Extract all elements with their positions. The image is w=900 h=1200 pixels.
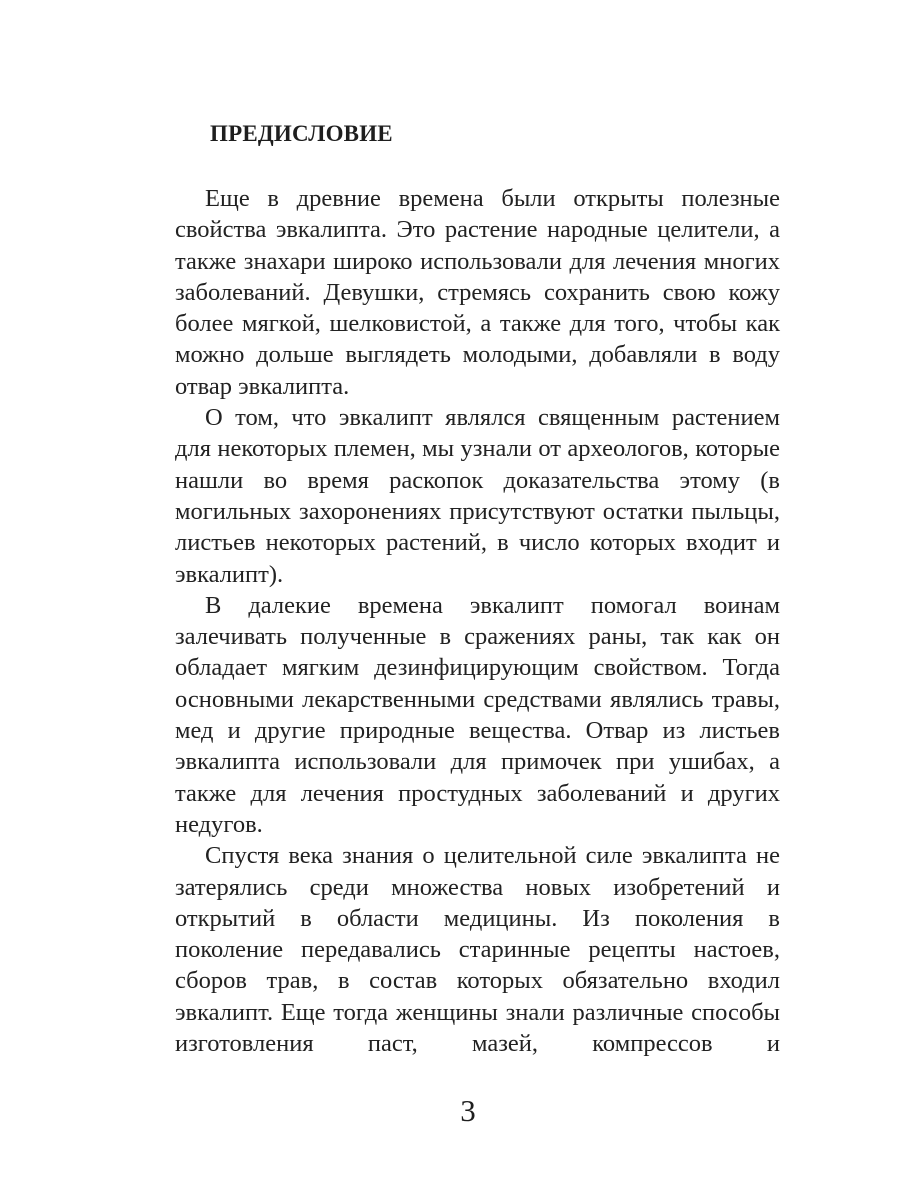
paragraph-1: Еще в древние времена были открыты полезные свойства эвкалипта. Это растение народные целители, а также знахари широко использовали для лечения многих заболеваний. Девушки, стремясь сохранить свою кожу более мягкой, шелковистой, а также для того, чтобы как можно дольше выглядеть молодыми, добавляли в воду отвар эвкалипта. (175, 185, 780, 400)
page-number: 3 (460, 1093, 476, 1128)
body-text (175, 183, 780, 1059)
paragraph-3: В далекие времена эвкалипт помогал воинам залечивать полученные в сражениях раны, так как он обладает мягким дезинфицирующим свойством. Тогда основными лекарственными средствами являлись травы, мед и другие природные вещества. Отвар из листьев эвкалипта использовали для примочек при ушибах, а также для лечения простудных заболеваний и других недугов. (175, 591, 780, 838)
paragraph-4: Спустя века знания о целительной силе эвкалипта не затерялись среди множества новых изобретений и открытий в области медицины. Из поколения в поколение передавались старинные рецепты настоев, сборов трав, в состав которых обязательно входил эвкалипт. Еще тогда женщины знали различные способы изготовления паст, мазей, компрессов и (175, 842, 780, 1058)
section-heading: ПРЕДИСЛОВИЕ (210, 121, 393, 146)
paragraph-2: О том, что эвкалипт являлся священным растением для некоторых племен, мы узнали от археологов, которые нашли во время раскопок доказательства этому (в могильных захоронениях присутствуют остатки пыльцы, листьев некоторых растений, в число которых входит и эвкалипт). (175, 404, 780, 588)
